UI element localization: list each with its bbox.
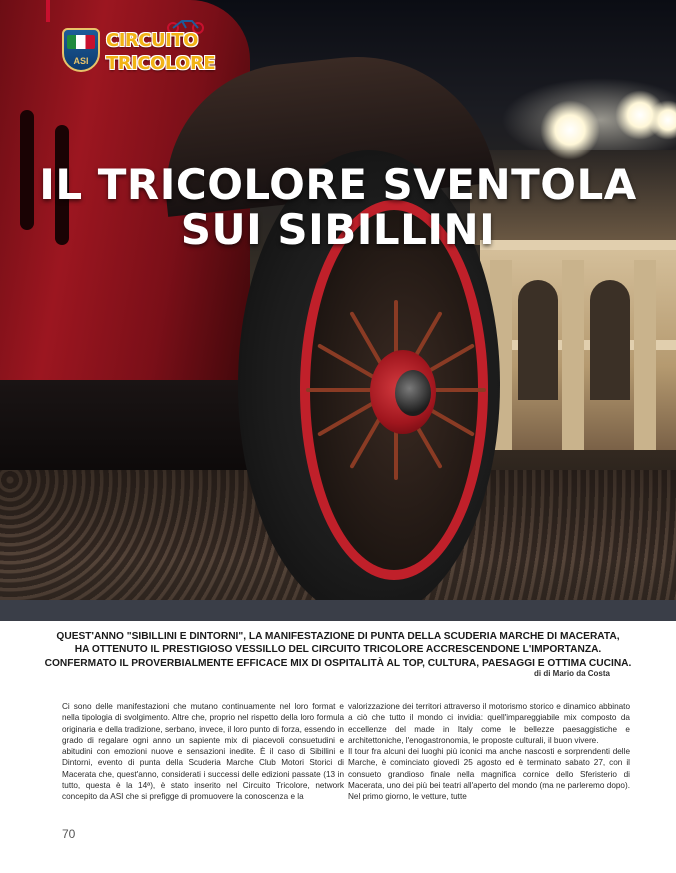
asi-shield-icon <box>62 28 100 72</box>
page-number: 70 <box>62 827 76 841</box>
arcade-column <box>562 260 584 450</box>
arcade-column <box>634 260 656 450</box>
article-lead <box>30 630 646 670</box>
stadium-arcade <box>480 240 676 450</box>
tricolore-band <box>67 35 95 49</box>
shield-label: ASI <box>73 56 89 66</box>
logo-text-circuito: CIRCUITO <box>106 30 198 51</box>
lead-line-2: HA OTTENUTO IL PRESTIGIOSO VESSILLO DEL CIRCUITO TRICOLORE ACCRESCENDONE L'IMPORTANZA. <box>74 644 602 656</box>
arcade-bay <box>590 280 630 400</box>
body-paragraph: Il tour fra alcuni dei luoghi più iconici ma anche nascosti e sorprendenti delle Marche, è cominciato giovedì 25 agosto ed è terminato sabato 27, con il consueto grandioso finale nella magnifica cornice dello Sferisterio di Macerata, uno dei più bei teatri all'aperto del mondo (ma ne parleremo dopo). Nel primo giorno, le vetture, tutte <box>348 747 630 802</box>
body-column-right <box>348 701 630 803</box>
hub-cap <box>395 370 431 416</box>
ground-strip <box>0 600 676 621</box>
arcade-bay <box>518 280 558 400</box>
body-paragraph: Ci sono delle manifestazioni che mutano continuamente nel loro format e nella tipologia di svolgimento. Altre che, proprio nel rispetto della loro formula originaria e della tradizione, serbano, invece, il loro punto di forza, essendo in grado di regalare ogni anno un sapiente mix di piacevoli consuetudini e abitudini con emozioni nuove e sensazioni inedite. È il caso di Sibillini e Dintorni, evento di punta della Scuderia Marche Club Motori Storici di Macerata che, quest'anno, considerati i successi delle edizioni passate (13 in tutto, questa è la 14ª), è stato inserito nel Circuito Tricolore, network concepito da ASI che si prefigge di promuovere la conoscenza e la <box>62 702 344 802</box>
section-marker <box>46 0 50 22</box>
lead-line-1: QUEST'ANNO "SIBILLINI E DINTORNI", LA MANIFESTAZIONE DI PUNTA DELLA SCUDERIA MARCHE DI MACERATA, <box>56 631 620 642</box>
title-line-2: SUI SIBILLINI <box>180 205 496 254</box>
article-title <box>0 162 676 252</box>
logo-text-tricolore: TRICOLORE <box>106 53 216 74</box>
body-column-left <box>62 701 344 803</box>
title-line-1: IL TRICOLORE SVENTOLA <box>39 160 637 209</box>
circuito-tricolore-logo <box>58 16 216 82</box>
byline: di di Mario da Costa <box>533 669 610 678</box>
body-paragraph: valorizzazione dei territori attraverso il motorismo storico e dinamico abbinato a ciò che tutto il mondo ci invidia: quell'impareggiabile mix composto da eccellenze del made in Italy come le bellezze paesaggistiche e architettoniche, l'enogastronomia, le proposte culturali, il buon vivere. <box>348 702 630 745</box>
stadium-light <box>540 100 600 160</box>
lead-line-3: CONFERMATO IL PROVERBIALMENTE EFFICACE MIX DI OSPITALITÀ AL TOP, CULTURA, PAESAGGI E OTTIMA CUCINA. <box>44 657 632 669</box>
